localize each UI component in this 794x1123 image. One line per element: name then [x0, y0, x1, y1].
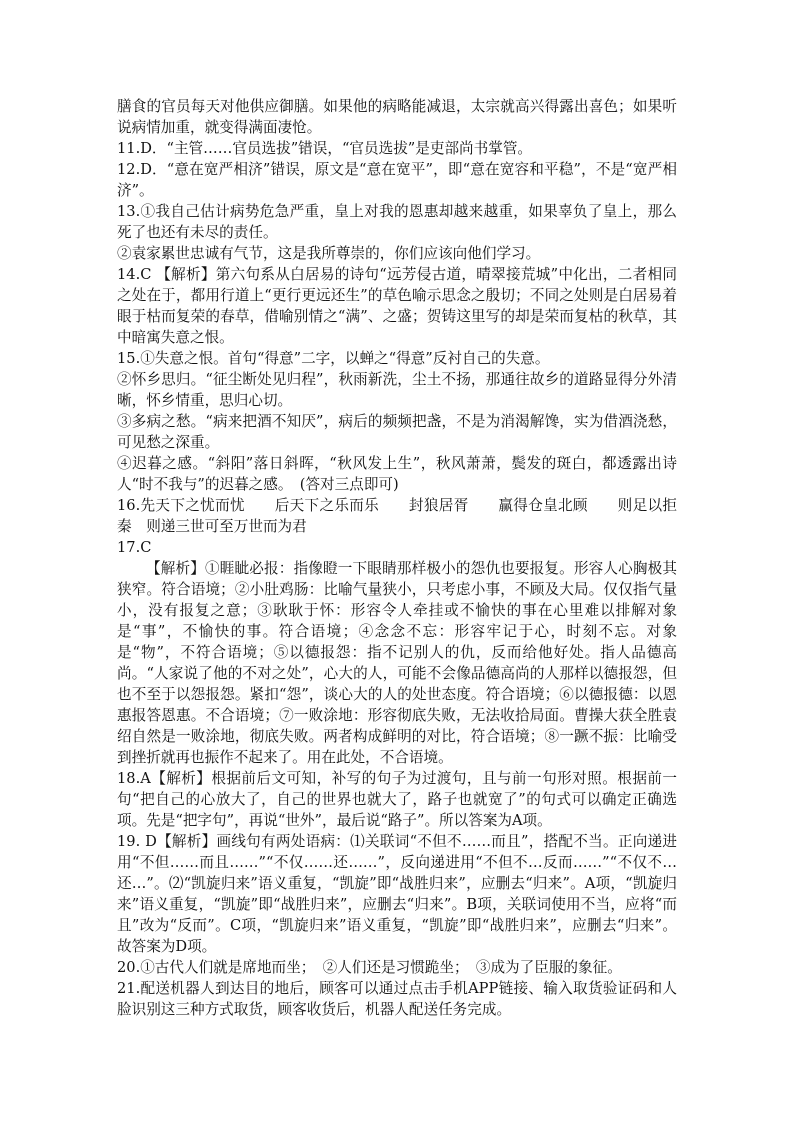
answer-13-part2: ②袁家累世忠诚有气节，这是我所尊崇的，你们应该向他们学习。 [117, 245, 541, 262]
answer-17-analysis: 【解析】①睚眦必报：指像瞪一下眼睛那样极小的怨仇也要报复。形容人心胸极其狭窄。符合语境；②小肚鸡肠：比喻气量狭小，只考虑小事，不顾及大局。仅仅指气量小，没有报复之意；③耿耿于怀：形容令人牵挂或不愉快的事在心里难以排解对象是“事”，不愉快的事。符合语境；④念念不忘：形容牢记于心，时刻不忘。对象是“物”，不符合语境；⑤以德报怨：指不记别人的仇，反而给他好处。指人品德高尚。“人家说了他的不对之处”，心大的人，可能不会像品德高尚的人那样以德报怨，但也不至于以怨报怨。紧扣“怨”，谈心大的人的处世态度。符合语境；⑥以德报德：以恩惠报答恩惠。不合语境；⑦一败涂地：形容彻底失败，无法收拾局面。曹操大获全胜袁绍自然是一败涂地，彻底失败。两者构成鲜明的对比，符合语境；⑧一蹶不振：比喻受到挫折就再也振作不起来了。用在此处，不合语境。 [117, 560, 677, 766]
answer-11: 11.D．“主管……官员选拔”错误，“官员选拔”是吏部尚书掌管。 [117, 140, 533, 157]
answer-12: 12.D．“意在宽严相济”错误，原文是“意在宽平”，即“意在宽容和平稳”，不是“宽严相济”。 [117, 161, 677, 199]
answer-15-part1: 15.①失意之恨。首句“得意”二字，以蝉之“得意”反衬自己的失意。 [117, 350, 550, 367]
answer-13-part1: 13.①我自己估计病势危急严重，皇上对我的恩惠却越来越重，如果辜负了皇上，那么死了也还有未尽的责任。 [117, 203, 677, 241]
answer-17: 17.C [117, 539, 152, 556]
document-page [117, 96, 677, 1020]
answer-21: 21.配送机器人到达目的地后，顾客可以通过点击手机APP链接、输入取货验证码和人脸识别这三种方式取货，顾客收货后，机器人配送任务完成。 [117, 980, 677, 1018]
answer-15-part3: ③多病之愁。“病来把酒不知厌”，病后的频频把盏，不是为消渴解馋，实为借酒浇愁，可见愁之深重。 [117, 413, 677, 451]
answer-20: 20.①古代人们就是席地而坐； ②人们还是习惯跪坐； ③成为了臣服的象征。 [117, 959, 622, 976]
answer-19: 19. D【解析】画线句有两处语病：⑴关联词“不但不……而且”，搭配不当。正向递进用“不但……而且……”“不仅……还……”，反向递进用“不但不…反而……”“不仅不…还…”。⑵“凯旋归来”语义重复，“凯旋”即“战胜归来”，应删去“归来”。A项，“凯旋归来”语义重复，“凯旋”即“战胜归来”，应删去“归来”。B项，关联词使用不当，应将“而且”改为“反而”。C项，“凯旋归来”语义重复，“凯旋”即“战胜归来”，应删去“归来”。故答案为D项。 [117, 833, 677, 955]
answer-15-part4: ④迟暮之感。“斜阳”落日斜晖，“秋风发上生”，秋风萧萧，鬓发的斑白，都透露出诗人“时不我与”的迟暮之感。 (答对三点即可) [117, 455, 677, 493]
paragraph-intro: 膳食的官员每天对他供应御膳。如果他的病略能减退，太宗就高兴得露出喜色；如果听说病情加重，就变得满面凄怆。 [117, 98, 677, 136]
answer-14: 14.C 【解析】第六句系从白居易的诗句“远芳侵古道，晴翠接荒城”中化出，二者相同之处在于，都用行道上“更行更远还生”的草色喻示思念之殷切；不同之处则是白居易着眼于枯而复荣的春草，借喻别情之“满”、之盛；贺铸这里写的却是荣而复枯的秋草，其中暗寓失意之恨。 [117, 266, 677, 346]
answer-16: 16.先天下之忧而忧 后天下之乐而乐 封狼居胥 赢得仓皇北顾 则足以拒秦 则递三世可至万世而为君 [117, 497, 677, 535]
answer-18: 18.A【解析】根据前后文可知，补写的句子为过渡句，且与前一句形对照。根据前一句“把自己的心放大了，自己的世界也就大了，路子也就宽了”的句式可以确定正确选项。先是“把字句”，再说“世外”，最后说“路子”。所以答案为A项。 [117, 770, 677, 829]
answer-15-part2: ②怀乡思归。“征尘断处见归程”，秋雨新洗，尘土不扬，那通往故乡的道路显得分外清晰，怀乡情重，思归心切。 [117, 371, 677, 409]
